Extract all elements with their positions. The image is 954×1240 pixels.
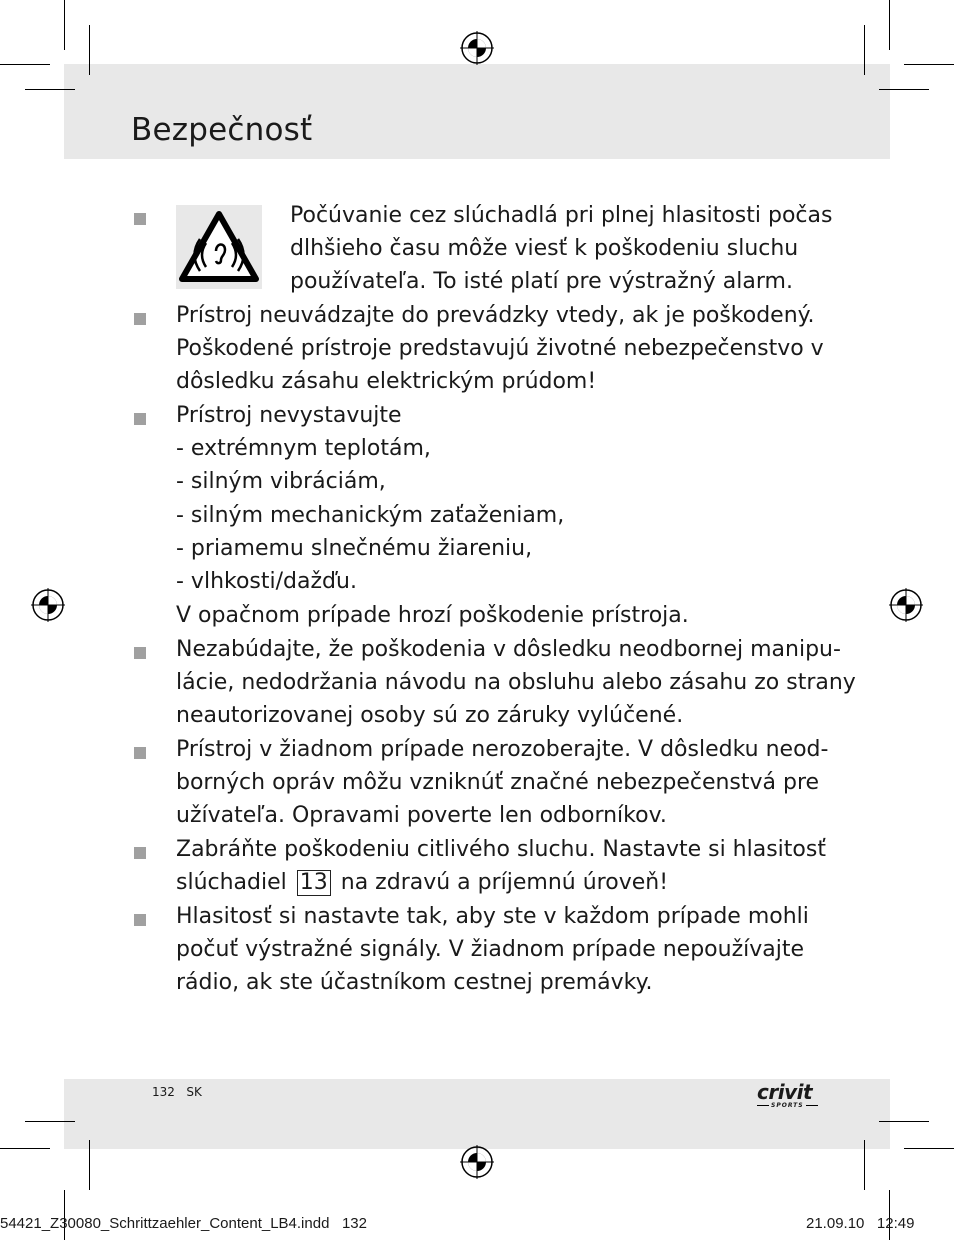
- list-item-line: rádio, ak ste účastníkom cestnej premávky.: [176, 970, 653, 995]
- list-item-line: - silným mechanickým zaťaženiam,: [176, 503, 565, 528]
- list-item-line: používateľa. To isté platí pre výstražný alarm.: [290, 269, 793, 294]
- registration-mark-icon: [460, 1145, 494, 1179]
- slug-time: 12:49: [876, 1215, 915, 1232]
- bullet-icon: [134, 647, 146, 659]
- logo-subtext: SPORTS: [771, 1102, 804, 1109]
- slug-filename: 54421_Z30080_Schrittzaehler_Content_LB4.indd: [0, 1215, 330, 1232]
- list-item-line: užívateľa. Opravami poverte len odborníkov.: [176, 803, 667, 828]
- bullet-icon: [134, 413, 146, 425]
- reference-number-box: 13: [297, 870, 331, 896]
- list-item-line: - silným vibráciám,: [176, 469, 386, 494]
- crivit-logo: [757, 1080, 818, 1109]
- list-item-line: neautorizovanej osoby sú zo záruky vylúčené.: [176, 703, 684, 728]
- bullet-icon: [134, 213, 146, 225]
- list-item-line: počuť výstražné signály. V žiadnom prípade nepoužívajte: [176, 937, 805, 962]
- bullet-icon: [134, 914, 146, 926]
- list-item-line: lácie, nedodržania návodu na obsluhu alebo zásahu zo strany: [176, 670, 856, 695]
- list-item-text: slúchadiel: [176, 870, 287, 895]
- page-number: 132: [152, 1085, 175, 1099]
- list-item-line: Poškodené prístroje predstavujú životné nebezpečenstvo v: [176, 336, 824, 361]
- slug-date: 21.09.10: [806, 1215, 865, 1232]
- list-item-line: V opačnom prípade hrozí poškodenie prístroja.: [176, 603, 689, 628]
- list-item-line: Prístroj neuvádzajte do prevádzky vtedy, ak je poškodený.: [176, 303, 815, 328]
- slug-page: 132: [341, 1215, 367, 1232]
- bullet-icon: [134, 847, 146, 859]
- list-item-line: Nezabúdajte, že poškodenia v dôsledku neodbornej manipu-: [176, 637, 841, 662]
- list-item-line: - vlhkosti/dažďu.: [176, 569, 357, 594]
- hearing-warning-icon: [176, 205, 262, 289]
- list-item-line: - extrémnym teplotám,: [176, 436, 431, 461]
- language-code: SK: [186, 1085, 202, 1099]
- list-item-line: Počúvanie cez slúchadlá pri plnej hlasitosti počas: [290, 203, 833, 228]
- slug-date-info: [806, 1215, 914, 1232]
- list-item-line: Prístroj nevystavujte: [176, 403, 402, 428]
- footer-page-info: [152, 1085, 202, 1099]
- list-item-line: - priamemu slnečnému žiareniu,: [176, 536, 533, 561]
- bullet-icon: [134, 313, 146, 325]
- list-item-line: dlhšieho času môže viesť k poškodeniu sluchu: [290, 236, 799, 261]
- list-item-line: Prístroj v žiadnom prípade nerozoberajte. V dôsledku neod-: [176, 737, 829, 762]
- list-item-line: Hlasitosť si nastavte tak, aby ste v každom prípade mohli: [176, 904, 809, 929]
- bullet-icon: [134, 747, 146, 759]
- registration-mark-icon: [889, 588, 923, 622]
- list-item-line: Zabráňte poškodeniu citlivého sluchu. Nastavte si hlasitosť: [176, 837, 826, 862]
- registration-mark-icon: [460, 31, 494, 65]
- list-item-line: [176, 866, 668, 900]
- slug-file-info: [0, 1215, 367, 1232]
- list-item-text: na zdravú a príjemnú úroveň!: [340, 870, 669, 895]
- list-item-line: borných opráv môžu vzniknúť značné nebezpečenstvá pre: [176, 770, 820, 795]
- registration-mark-icon: [31, 588, 65, 622]
- list-item-line: dôsledku zásahu elektrickým prúdom!: [176, 369, 597, 394]
- logo-text: crivit: [757, 1080, 813, 1104]
- page-title: Bezpečnosť: [131, 112, 313, 148]
